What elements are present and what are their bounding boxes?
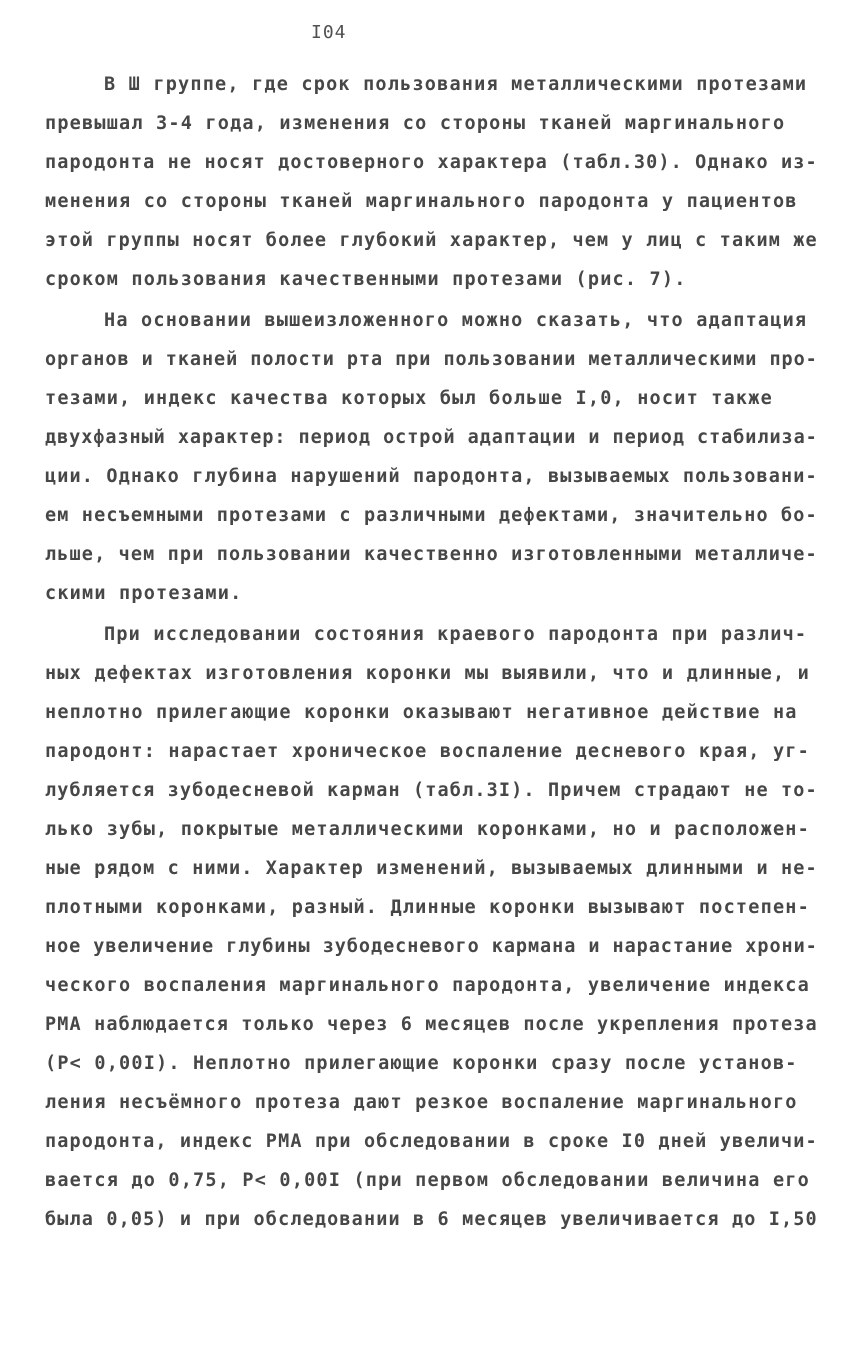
text-line: ческого воспаления маргинального пародонта, увеличение индекса	[45, 975, 810, 996]
text-line: тезами, индекс качества которых был больше I,0, носит также	[45, 388, 773, 409]
text-line: ления несъёмного протеза дают резкое воспаление маргинального	[45, 1092, 798, 1113]
text-line: была 0,05) и при обследовании в 6 месяцев увеличивается до I,50	[45, 1209, 818, 1230]
text-line: менения со стороны тканей маргинального пародонта у пациентов	[45, 191, 798, 212]
text-line: превышал 3-4 года, изменения со стороны тканей маргинального	[45, 113, 786, 134]
text-line: На основании вышеизложенного можно сказать, что адаптация	[104, 310, 808, 331]
text-line: этой группы носят более глубокий характер, чем у лиц с таким же	[45, 230, 818, 251]
text-line: пародонта не носят достоверного характера (табл.30). Однако из-	[45, 152, 818, 173]
text-line: ное увеличение глубины зубодесневого кармана и нарастание хрони-	[45, 936, 818, 957]
text-line: лубляется зубодесневой карман (табл.3I). Причем страдают не то-	[45, 780, 818, 801]
text-line: двухфазный характер: период острой адаптации и период стабилиза-	[45, 427, 818, 448]
text-line: ные рядом с ними. Характер изменений, вызываемых длинными и не-	[45, 858, 818, 879]
text-line: ных дефектах изготовления коронки мы выявили, что и длинные, и	[45, 663, 810, 684]
text-line: скими протезами.	[45, 583, 243, 604]
text-line: ции. Однако глубина нарушений пародонта, вызываемых пользовани-	[45, 466, 818, 487]
text-line: РМА наблюдается только через 6 месяцев после укрепления протеза	[45, 1014, 818, 1035]
text-line: (Р< 0,00I). Неплотно прилегающие коронки сразу после установ-	[45, 1053, 798, 1074]
text-line: вается до 0,75, Р< 0,00I (при первом обследовании величина его	[45, 1170, 810, 1191]
text-line: льше, чем при пользовании качественно изготовленными металличе-	[45, 544, 818, 565]
text-line: В Ш группе, где срок пользования металлическими протезами	[104, 74, 808, 95]
page-number: I04	[311, 22, 347, 43]
text-line: пародонта, индекс РМА при обследовании в сроке I0 дней увеличи-	[45, 1131, 818, 1152]
text-line: пародонт: нарастает хроническое воспаление десневого края, уг-	[45, 741, 810, 762]
text-line: неплотно прилегающие коронки оказывают негативное действие на	[45, 702, 798, 723]
text-line: сроком пользования качественными протезами (рис. 7).	[45, 269, 687, 290]
text-line: органов и тканей полости рта при пользовании металлическими про-	[45, 349, 818, 370]
text-line: ем несъемными протезами с различными дефектами, значительно бо-	[45, 505, 818, 526]
text-line: При исследовании состояния краевого пародонта при различ-	[104, 624, 808, 645]
text-line: плотными коронками, разный. Длинные коронки вызывают постепен-	[45, 897, 810, 918]
text-line: лько зубы, покрытые металлическими коронками, но и расположен-	[45, 819, 810, 840]
